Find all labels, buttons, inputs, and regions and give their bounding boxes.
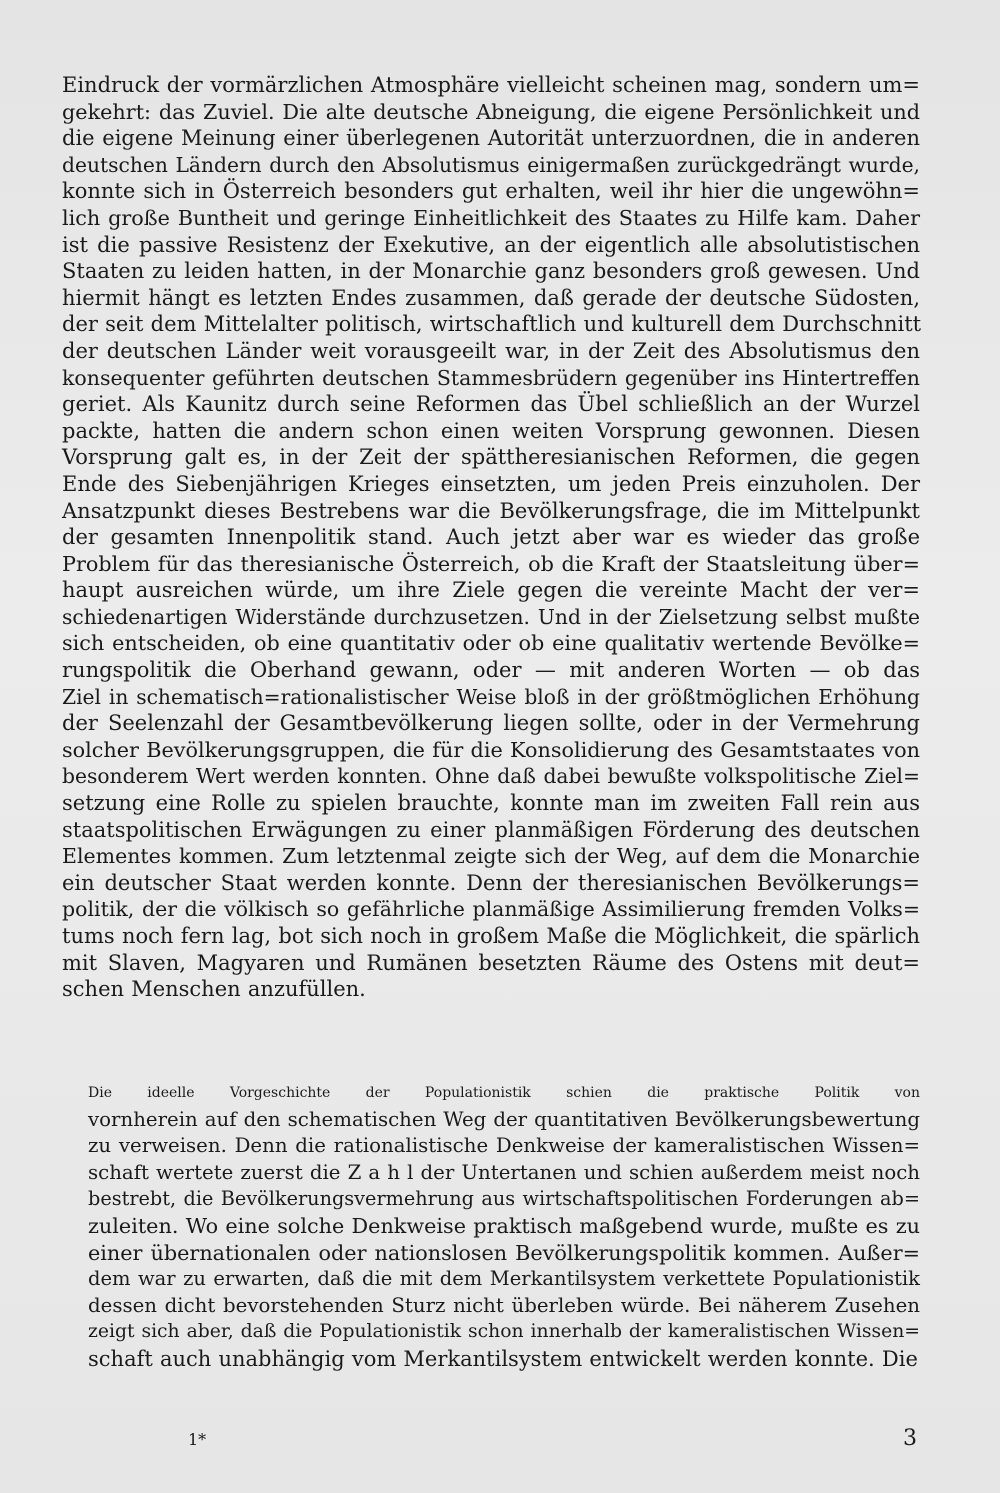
- paragraph-2-line: zu verweisen. Denn die rationalistische Denkweise der kameralistischen Wissen=: [88, 1134, 920, 1158]
- paragraph-2-line: schaft wertete zuerst die Z a h l der Untertanen und schien außerdem meist noch: [88, 1160, 920, 1184]
- paragraph-2-line: dem war zu erwarten, daß die mit dem Merkantilsystem verkettete Populationistik: [88, 1267, 920, 1291]
- paragraph-2-line: dessen dicht bevorstehenden Sturz nicht überleben würde. Bei näherem Zusehen: [88, 1293, 920, 1317]
- paragraph-1-line: geriet. Als Kaunitz durch seine Reformen das Übel schließlich an der Wurzel: [62, 392, 920, 417]
- paragraph-2-line: zuleiten. Wo eine solche Denkweise praktisch maßgebend wurde, mußte es zu: [88, 1213, 920, 1238]
- paragraph-1-line: schen Menschen anzufüllen.: [62, 977, 366, 1002]
- paragraph-1-line: politik, der die völkisch so gefährliche planmäßige Assimilierung fremden Volks=: [62, 897, 920, 922]
- paragraph-1-line: die eigene Meinung einer überlegenen Autorität unterzuordnen, die in anderen: [62, 126, 920, 151]
- paragraph-1-line: packte, hatten die andern schon einen weiten Vorsprung gewonnen. Diesen: [62, 418, 920, 443]
- paragraph-1-line: gekehrt: das Zuviel. Die alte deutsche Abneigung, die eigene Persönlichkeit und: [62, 99, 920, 124]
- paragraph-1: [62, 72, 920, 1003]
- paragraph-2-line: vornherein auf den schematischen Weg der quantitativen Bevölkerungsbewertung: [88, 1107, 920, 1131]
- paragraph-2-line: bestrebt, die Bevölkerungsvermehrung aus wirtschaftspolitischen Forderungen ab=: [88, 1187, 920, 1211]
- paragraph-1-line: Ziel in schematisch=rationalistischer Weise bloß in der größtmöglichen Erhöhung: [62, 684, 920, 709]
- paragraph-2-line: Die ideelle Vorgeschichte der Populationistik schien die praktische Politik von: [88, 1085, 920, 1101]
- paragraph-1-line: der seit dem Mittelalter politisch, wirtschaftlich und kulturell dem Durchschnitt: [62, 312, 922, 337]
- paragraph-1-line: staatspolitischen Erwägungen zu einer planmäßigen Förderung des deutschen: [62, 817, 920, 842]
- paragraph-2: [62, 1080, 920, 1373]
- paragraph-1-line: Ansatzpunkt dieses Bestrebens war die Bevölkerungsfrage, die im Mittelpunkt: [62, 498, 920, 523]
- paragraph-1-line: Staaten zu leiden hatten, in der Monarchie ganz besonders groß gewesen. Und: [62, 259, 920, 284]
- paragraph-1-line: tums noch fern lag, bot sich noch in großem Maße die Möglichkeit, die spärlich: [62, 924, 920, 948]
- paragraph-1-line: Elementes kommen. Zum letztenmal zeigte sich der Weg, auf dem die Monarchie: [62, 844, 920, 869]
- paragraph-1-line: konsequenter geführten deutschen Stammesbrüdern gegenüber ins Hintertreffen: [62, 365, 920, 390]
- paragraph-1-line: Ende des Siebenjährigen Krieges einsetzten, um jeden Preis einzuholen. Der: [62, 471, 920, 496]
- paragraph-1-line: schiedenartigen Widerstände durchzusetzen. Und in der Zielsetzung selbst mußte: [62, 604, 920, 629]
- paragraph-1-line: haupt ausreichen würde, um ihre Ziele gegen die vereinte Macht der ver=: [62, 578, 920, 603]
- paragraph-2-line: zeigt sich aber, daß die Populationistik schon innerhalb der kameralistischen Wissen=: [88, 1321, 920, 1343]
- paragraph-1-line: sich entscheiden, ob eine quantitativ oder ob eine qualitativ wertende Bevölke=: [62, 631, 920, 656]
- paragraph-1-line: konnte sich in Österreich besonders gut erhalten, weil ihr hier die ungewöhn=: [62, 179, 920, 204]
- paragraph-2-line: einer übernationalen oder nationslosen Bevölkerungspolitik kommen. Außer=: [88, 1240, 920, 1265]
- paragraph-1-line: ist die passive Resistenz der Exekutive, an der eigentlich alle absolutistischen: [62, 232, 920, 257]
- paragraph-1-line: solcher Bevölkerungsgruppen, die für die Konsolidierung des Gesamtstaates von: [62, 737, 920, 762]
- paragraph-1-line: deutschen Ländern durch den Absolutismus einigermaßen zurückgedrängt wurde,: [62, 152, 920, 177]
- paragraph-1-line: Vorsprung galt es, in der Zeit der spättheresianischen Reformen, die gegen: [62, 445, 920, 470]
- paragraph-1-line: lich große Buntheit und geringe Einheitlichkeit des Staates zu Hilfe kam. Daher: [62, 205, 920, 230]
- paragraph-1-line: besonderem Wert werden konnten. Ohne daß dabei bewußte volkspolitische Ziel=: [62, 764, 920, 789]
- paragraph-1-line: Problem für das theresianische Österreich, ob die Kraft der Staatsleitung über=: [62, 551, 920, 576]
- page-number: 3: [903, 1426, 917, 1451]
- paragraph-1-line: der Seelenzahl der Gesamtbevölkerung liegen sollte, oder in der Vermehrung: [62, 711, 920, 736]
- paragraph-2-line: schaft auch unabhängig vom Merkantilsystem entwickelt werden konnte. Die: [88, 1346, 918, 1371]
- paragraph-1-line: Eindruck der vormärzlichen Atmosphäre vielleicht scheinen mag, sondern um=: [62, 73, 920, 97]
- signature-mark: 1*: [188, 1430, 207, 1449]
- paragraph-1-line: der gesamten Innenpolitik stand. Auch jetzt aber war es wieder das große: [62, 525, 920, 550]
- paragraph-1-line: mit Slaven, Magyaren und Rumänen besetzten Räume des Ostens mit deut=: [62, 950, 920, 975]
- paragraph-1-line: rungspolitik die Oberhand gewann, oder — mit anderen Worten — ob das: [62, 658, 920, 683]
- paragraph-1-line: hiermit hängt es letzten Endes zusammen, daß gerade der deutsche Südosten,: [62, 285, 920, 310]
- paragraph-1-line: setzung eine Rolle zu spielen brauchte, konnte man im zweiten Fall rein aus: [62, 791, 920, 816]
- paragraph-1-line: der deutschen Länder weit vorausgeeilt war, in der Zeit des Absolutismus den: [62, 338, 920, 363]
- paragraph-1-line: ein deutscher Staat werden konnte. Denn der theresianischen Bevölkerungs=: [62, 870, 920, 895]
